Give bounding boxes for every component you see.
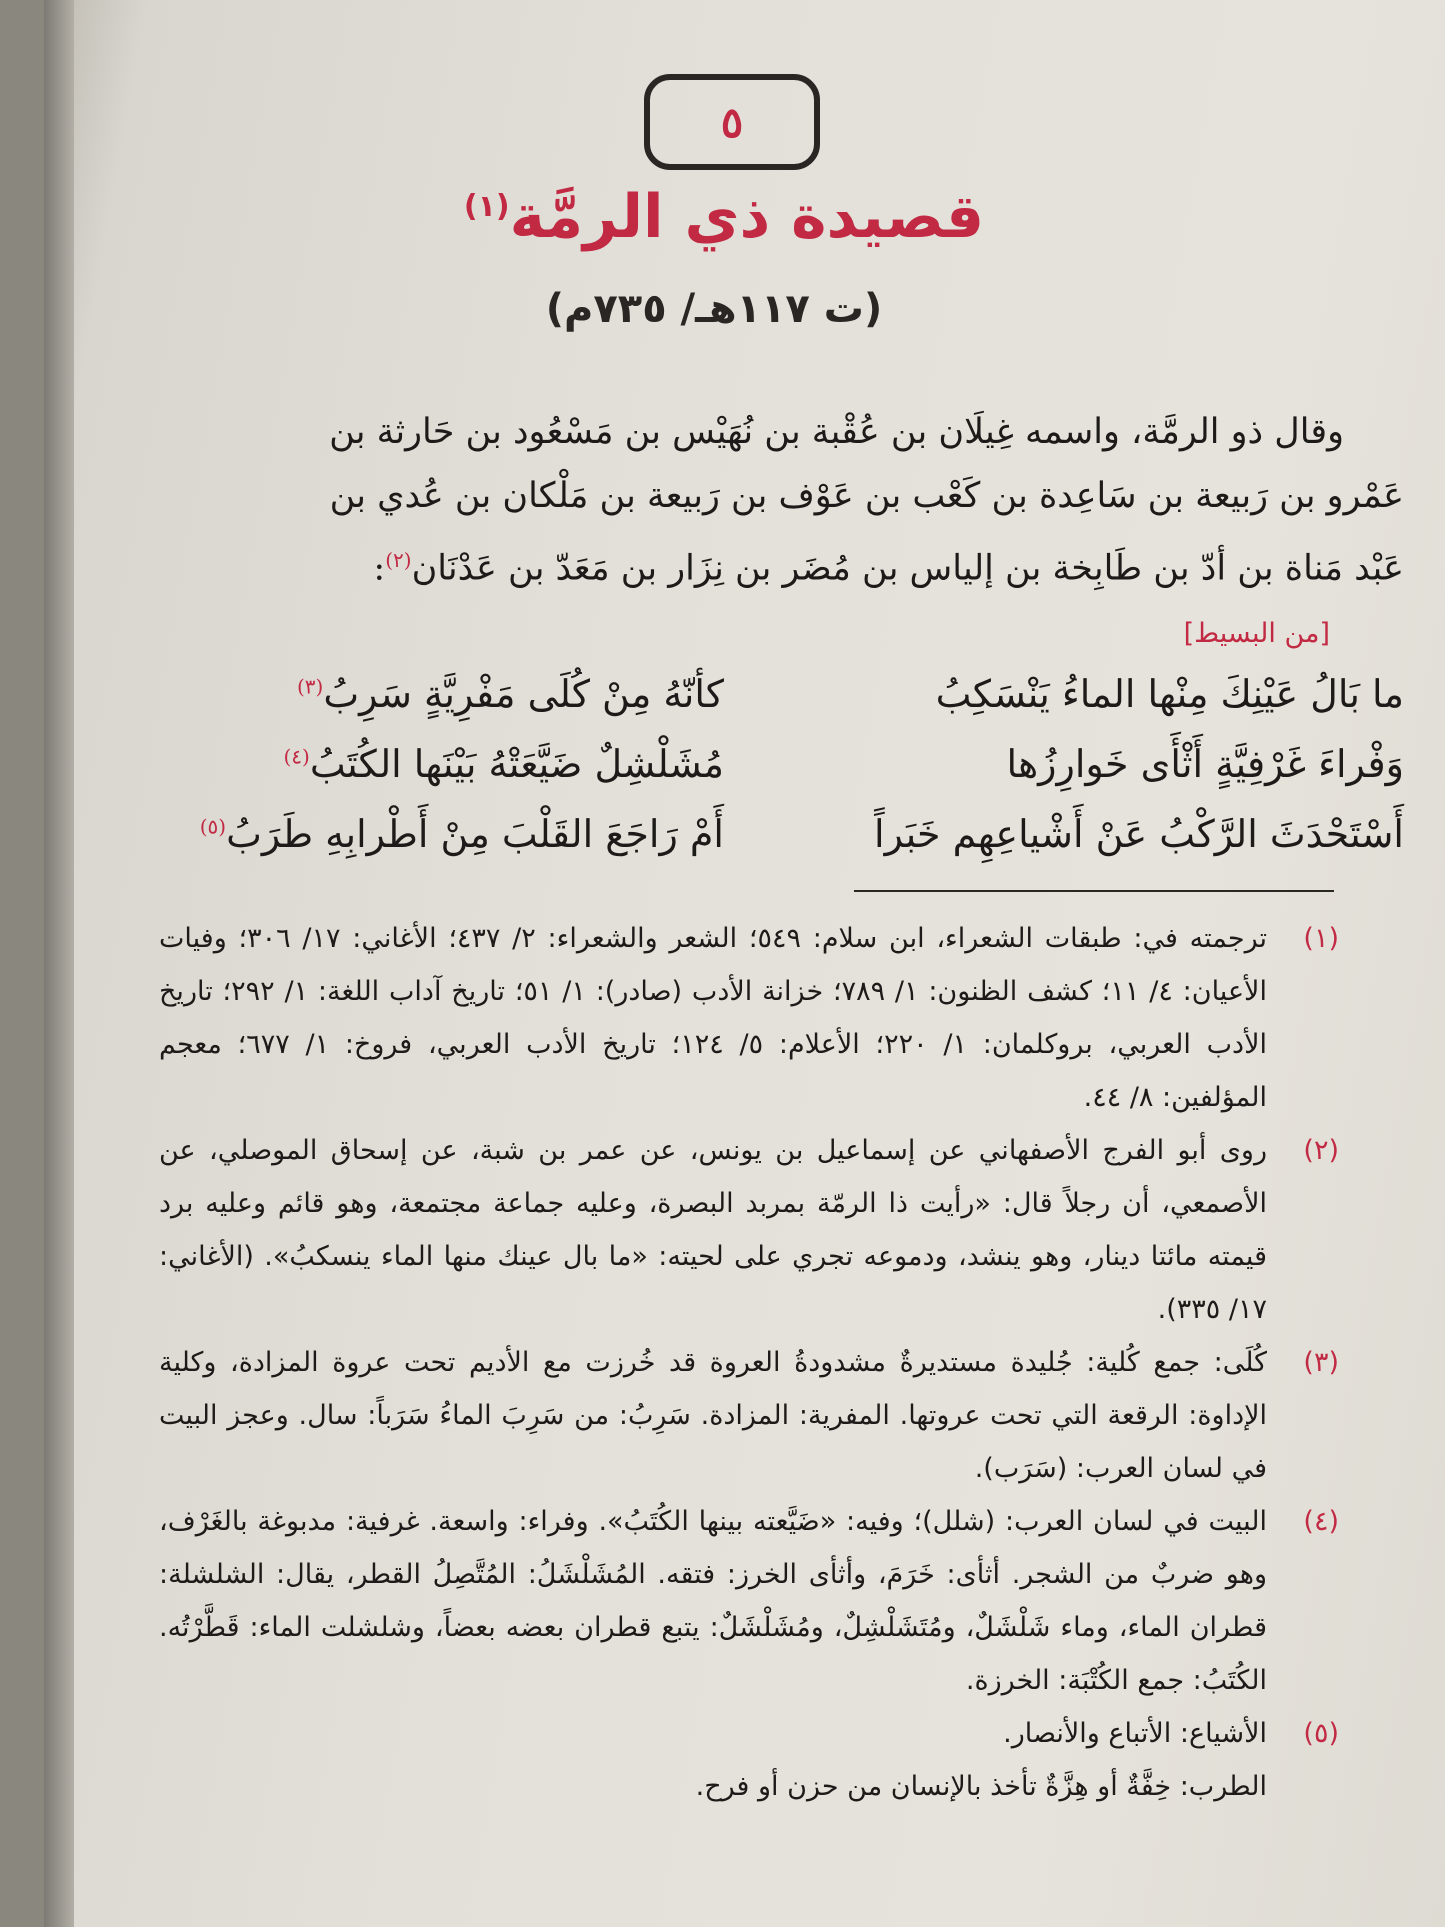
verse-first-hemistich: أَسْتَحْدَثَ الرَّكْبُ عَنْ أَشْياعِهِم خَبَراً — [874, 812, 1404, 856]
verse-second-text: مُشَلْشِلٌ ضَيَّعَتْهُ بَيْنَها الكُتَبُ — [309, 742, 724, 786]
verse-second-hemistich — [164, 672, 724, 716]
footnote-number: (٣) — [1303, 1347, 1339, 1378]
book-gutter — [44, 0, 74, 1927]
book-page — [44, 0, 1445, 1927]
verse-footnote-ref: (٤) — [283, 744, 310, 769]
verse-line — [154, 672, 1404, 742]
verse-line — [154, 742, 1404, 812]
footnote-spacer — [1267, 1760, 1339, 1813]
footnote-text: الطرب: خِفَّةٌ أو هِزَّةٌ تأخذ بالإنسان من حزن أو فرح. — [695, 1771, 1267, 1802]
intro-colon: : — [373, 548, 386, 589]
verse-first-hemistich: ما بَالُ عَيْنِكَ مِنْها الماءُ يَنْسَكِبُ — [935, 672, 1404, 716]
poem-title — [344, 182, 1104, 252]
intro-line: وقال ذو الرمَّة، واسمه غِيلَان بن عُقْبة بن نُهَيْس بن مَسْعُود بن حَارثة بن — [329, 412, 1344, 452]
footnote-continuation — [159, 1760, 1339, 1813]
footnote — [159, 912, 1339, 1124]
verse-second-text: أَمْ رَاجَعَ القَلْبَ مِنْ أَطْرابِهِ طَرَبُ — [226, 812, 724, 856]
footnote-divider — [854, 890, 1334, 892]
footnote-text: روى أبو الفرج الأصفهاني عن إسماعيل بن يونس، عن عمر بن شبة، عن إسحاق الموصلي، عن الأصمعي، أن رجلاً قال: «رأيت ذا الرمّة بمربد البصرة، وعليه جماعة مجتمعة، وهو قائم وعليه برد قيمته مائتا دينار، وهو ينشد، ودموعه تجري على لحيته: «ما بال عينك منها الماء ينسكبُ». (الأغاني: ١٧/ ٣٣٥). — [159, 1135, 1267, 1325]
footnote-text: البيت في لسان العرب: (شلل)؛ وفيه: «ضَيَّعته بينها الكُتَبُ». وفراء: واسعة. غرفية: مدبوغة بالغَرْف، وهو ضربٌ من الشجر. أثأى: خَرَمَ، وأثأى الخرز: فتقه. المُشَلْشَلُ: المُتَّصِلُ القطر، يقال: الشلشلة: قطران الماء، وماء شَلْشَلٌ، ومُتَشَلْشِلٌ، ومُشَلْشَلٌ: يتبع قطران بعضه بعضاً، وشلشلت الماء: قَطَّرْتُه. الكُتَبُ: جمع الكُتْبَة: الخرزة. — [159, 1506, 1267, 1696]
intro-line-last — [154, 528, 1404, 601]
verse-second-hemistich — [164, 742, 724, 786]
poem-title-text: قصيدة ذي الرمَّة — [509, 182, 985, 252]
title-footnote-ref: (١) — [463, 189, 510, 224]
section-number-box — [644, 74, 820, 170]
footnote-text: ترجمته في: طبقات الشعراء، ابن سلام: ٥٤٩؛ الشعر والشعراء: ٢/ ٤٣٧؛ الأغاني: ١٧/ ٣٠٦؛ وفيات الأعيان: ٤/ ١١؛ كشف الظنون: ١/ ٧٨٩؛ خزانة الأدب (صادر): ١/ ٥١؛ تاريخ آداب اللغة: ١/ ٢٩٢؛ تاريخ الأدب العربي، بروكلمان: ١/ ٢٢٠؛ الأعلام: ٥/ ١٢٤؛ تاريخ الأدب العربي، فروخ: ١/ ٦٧٧؛ معجم المؤلفين: ٨/ ٤٤. — [159, 923, 1268, 1113]
footnote — [159, 1495, 1339, 1707]
footnote-number: (٤) — [1303, 1506, 1339, 1537]
verse-footnote-ref: (٥) — [199, 814, 227, 839]
intro-line: عَمْرو بن رَبيعة بن سَاعِدة بن كَعْب بن عَوْف بن رَبيعة بن مَلْكان بن عُدي بن — [329, 476, 1404, 516]
intro-paragraph — [154, 400, 1404, 601]
meter-label: [من البسيط] — [1183, 618, 1330, 649]
intro-footnote-ref: (٢) — [385, 548, 412, 572]
footnotes — [159, 912, 1339, 1813]
footnote-number: (١) — [1303, 923, 1339, 954]
footnote-text: الأشياع: الأتباع والأنصار. — [1003, 1718, 1267, 1749]
footnote-number: (٥) — [1303, 1718, 1339, 1749]
footnote — [159, 1124, 1339, 1336]
footnote — [159, 1336, 1339, 1495]
footnote-text: كُلَى: جمع كُلية: جُليدة مستديرةٌ مشدودةُ العروة قد خُرزت مع الأديم تحت عروة المزادة، وكلية الإداوة: الرقعة التي تحت عروتها. المفرية: المزادة. سَرِبُ: من سَرِبَ الماءُ سَرَباً: سال. وعجز البيت في لسان العرب: (سَرَب). — [159, 1347, 1267, 1484]
section-number: ٥ — [720, 97, 744, 147]
intro-line-text: عَبْد مَناة بن أدّ بن طَابِخة بن إلياس بن مُضَر بن نِزَار بن مَعَدّ بن عَدْنَان — [411, 548, 1404, 589]
verse-footnote-ref: (٣) — [296, 674, 324, 699]
footnote-number: (٢) — [1303, 1135, 1339, 1166]
verse-second-hemistich — [164, 812, 724, 856]
verse-second-text: كأنّهُ مِنْ كُلَى مَفْرِيَّةٍ سَرِبُ — [323, 672, 724, 716]
verse-line — [154, 812, 1404, 882]
footnote — [159, 1707, 1339, 1760]
poet-dates: (ت ١١٧هـ/ ٧٣٥م) — [545, 286, 883, 332]
verse-first-hemistich: وَفْراءَ غَرْفِيَّةٍ أَثْأَى خَوارِزُها — [1006, 742, 1404, 786]
